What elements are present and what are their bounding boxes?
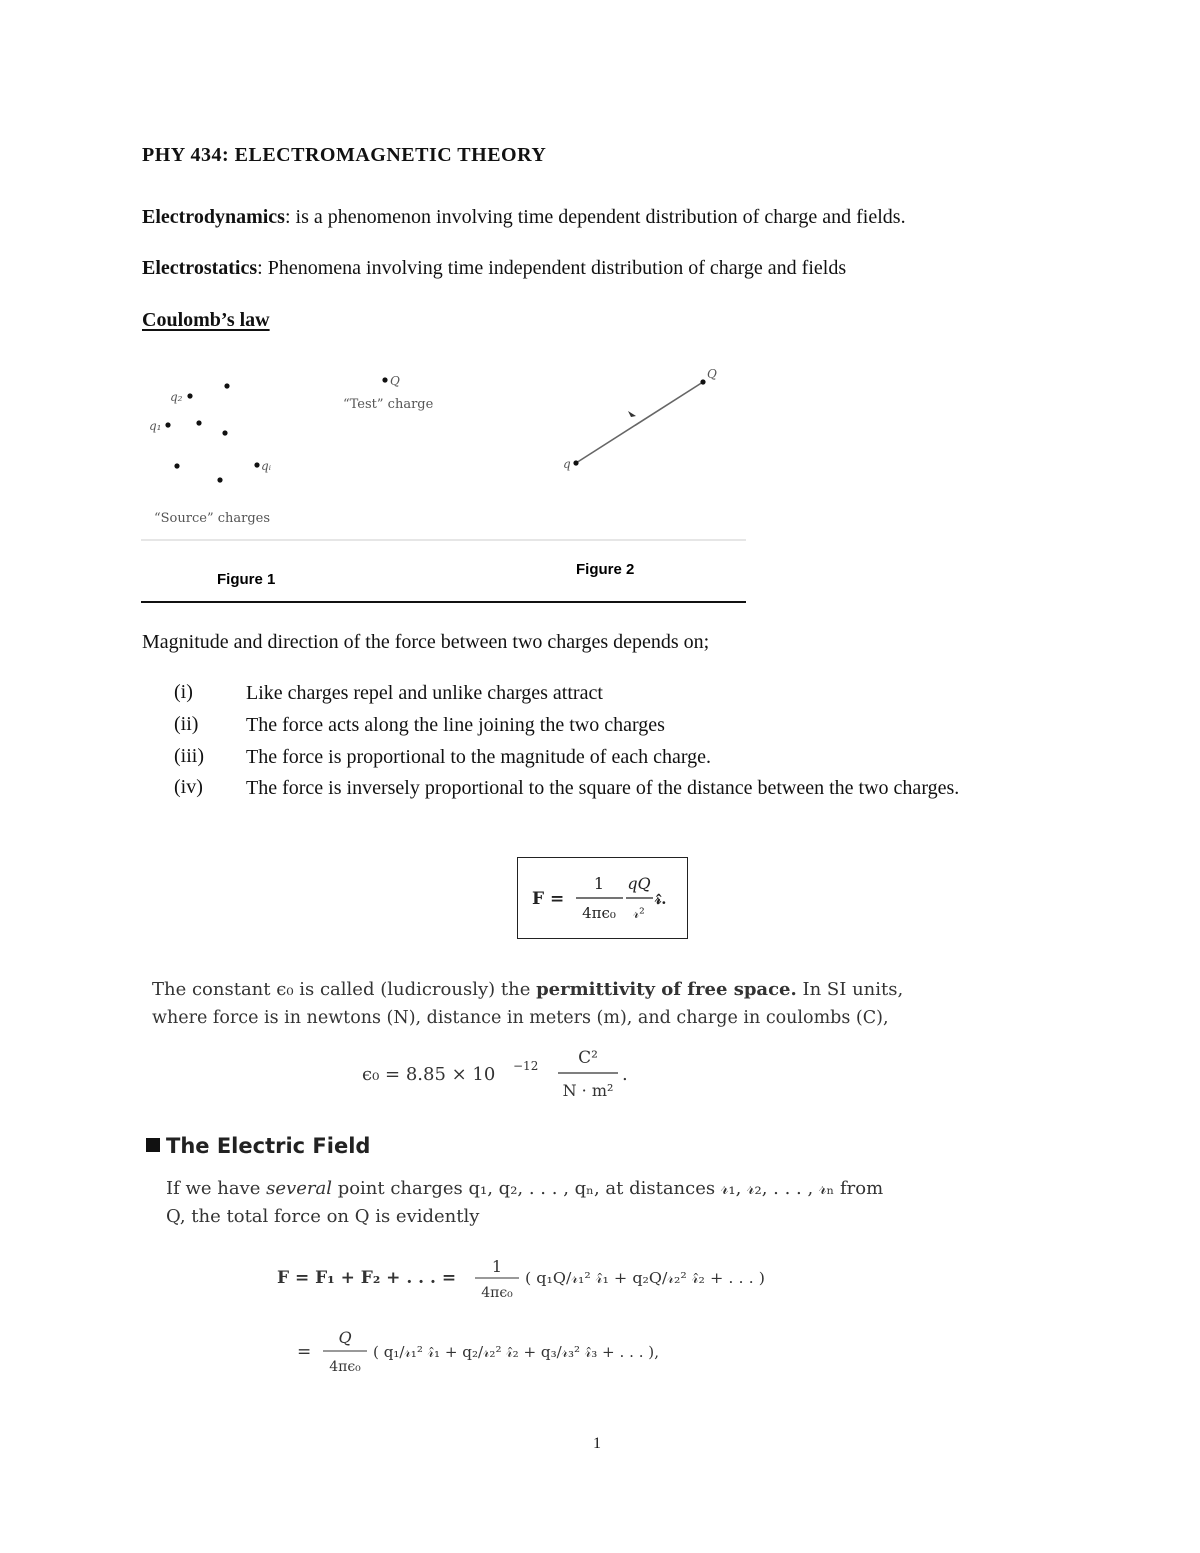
superposition-equations xyxy=(275,1245,775,1385)
test-charge-dot xyxy=(382,377,387,382)
electric-field-heading xyxy=(146,1134,370,1158)
text: The constant ϵ₀ is called (ludicrously) the xyxy=(152,979,537,1000)
field-line2: Q, the total force on Q is evidently xyxy=(166,1206,480,1227)
q2-label: q₂ xyxy=(170,390,183,404)
list-item: The force is inversely proportional to the square of the distance between the two charges. xyxy=(246,777,960,799)
charge-dot xyxy=(222,430,227,435)
text-italic: several xyxy=(266,1178,332,1199)
permittivity-line2: where force is in newtons (N), distance in meters (m), and charge in coulombs (C), xyxy=(152,1008,889,1028)
figure1-caption: Figure 1 xyxy=(217,571,276,588)
equation-num2: qQ xyxy=(627,874,651,893)
definition-term: Electrostatics xyxy=(142,257,258,279)
permittivity-equation-svg xyxy=(360,1040,650,1102)
charge-dot xyxy=(174,463,179,468)
eq2-frac-den: 4πϵ₀ xyxy=(329,1359,361,1375)
source-charges-label: “Source” charges xyxy=(154,511,271,526)
list-number: (iii) xyxy=(174,745,204,767)
eq-lhs: ϵ₀ = 8.85 × 10 xyxy=(362,1064,496,1085)
equation-tail: 𝓇̂. xyxy=(655,890,667,908)
separation-arrow-icon xyxy=(628,411,636,417)
fig2-q-dot xyxy=(573,460,578,465)
test-q-label: Q xyxy=(390,374,400,388)
text: point charges q₁, q₂, . . . , qₙ, at distances 𝓇₁, 𝓇₂, . . . , 𝓇ₙ from xyxy=(331,1178,884,1199)
eq1-frac-num: 1 xyxy=(491,1257,503,1276)
definition-term: Electrodynamics xyxy=(142,206,285,228)
figures-svg xyxy=(140,360,750,610)
list-number: (iv) xyxy=(174,776,203,798)
eq-tail: . xyxy=(622,1064,628,1085)
eq2-frac-num: Q xyxy=(338,1328,352,1347)
heading-text: The Electric Field xyxy=(166,1134,371,1158)
eq-exponent: −12 xyxy=(513,1059,539,1073)
definition-text: : Phenomena involving time independent distribution of charge and fields xyxy=(257,257,847,279)
definition-electrodynamics xyxy=(142,206,906,229)
charge-dot xyxy=(217,477,222,482)
list-item: The force is proportional to the magnitude of each charge. xyxy=(246,746,712,768)
equation-lhs: F = xyxy=(532,889,565,909)
list-item: The force acts along the line joining the two charges xyxy=(246,714,665,736)
equation-den2: 𝓇² xyxy=(633,906,645,922)
permittivity-equation xyxy=(360,1040,650,1102)
permittivity-line1 xyxy=(152,976,903,1004)
coulomb-equation-box xyxy=(517,857,688,939)
fig2-small-q-label: q xyxy=(563,457,571,471)
intro-text: Magnitude and direction of the force between two charges depends on; xyxy=(142,631,710,653)
text-bold: permittivity of free space. xyxy=(536,979,797,1000)
charge-dot xyxy=(196,420,201,425)
charge-dot xyxy=(187,393,192,398)
eq2-parenthesized: ( q₁/𝓇₁² 𝓇̂₁ + q₂/𝓇₂² 𝓇̂₂ + q₃/𝓇₃² 𝓇̂₃ + . . . ), xyxy=(373,1343,659,1361)
fig2-q-label: Q xyxy=(707,367,717,381)
text: In SI units, xyxy=(796,979,904,1000)
coulomb-equation xyxy=(518,858,687,938)
field-line1 xyxy=(166,1175,883,1203)
eq1-lhs: F = F₁ + F₂ + . . . = xyxy=(277,1268,457,1288)
test-charge-label: “Test” charge xyxy=(343,397,434,412)
square-bullet-icon xyxy=(146,1138,160,1152)
figure2-caption: Figure 2 xyxy=(576,561,635,578)
fig2-Q-dot xyxy=(700,379,705,384)
definition-text: : is a phenomenon involving time dependent distribution of charge and fields. xyxy=(284,206,906,228)
equation-num1: 1 xyxy=(593,874,605,893)
separation-line xyxy=(576,382,703,463)
eq-num: C² xyxy=(578,1048,598,1068)
list-item: Like charges repel and unlike charges attract xyxy=(246,682,603,704)
charge-dot xyxy=(254,462,259,467)
eq2-lhs: = xyxy=(297,1342,312,1362)
page-title: PHY 434: ELECTROMAGNETIC THEORY xyxy=(142,144,547,166)
eq1-parenthesized: ( q₁Q/𝓇₁² 𝓇̂₁ + q₂Q/𝓇₂² 𝓇̂₂ + . . . ) xyxy=(525,1269,765,1287)
list-number: (i) xyxy=(174,681,193,703)
charge-dot xyxy=(224,383,229,388)
page-number: 1 xyxy=(593,1435,601,1452)
definition-electrostatics xyxy=(142,257,846,280)
list-number: (ii) xyxy=(174,713,199,735)
qi-label: qᵢ xyxy=(261,459,272,473)
text: If we have xyxy=(166,1178,267,1199)
coulomb-heading: Coulomb’s law xyxy=(142,309,270,331)
q1-label: q₁ xyxy=(149,419,162,433)
source-charge-dots xyxy=(165,377,387,482)
superposition-svg xyxy=(275,1245,775,1385)
eq1-frac-den: 4πϵ₀ xyxy=(481,1285,513,1301)
equation-den1: 4πϵ₀ xyxy=(582,904,616,922)
coulomb-figures xyxy=(140,360,750,610)
eq-den: N · m² xyxy=(562,1081,614,1100)
charge-dot xyxy=(165,422,170,427)
